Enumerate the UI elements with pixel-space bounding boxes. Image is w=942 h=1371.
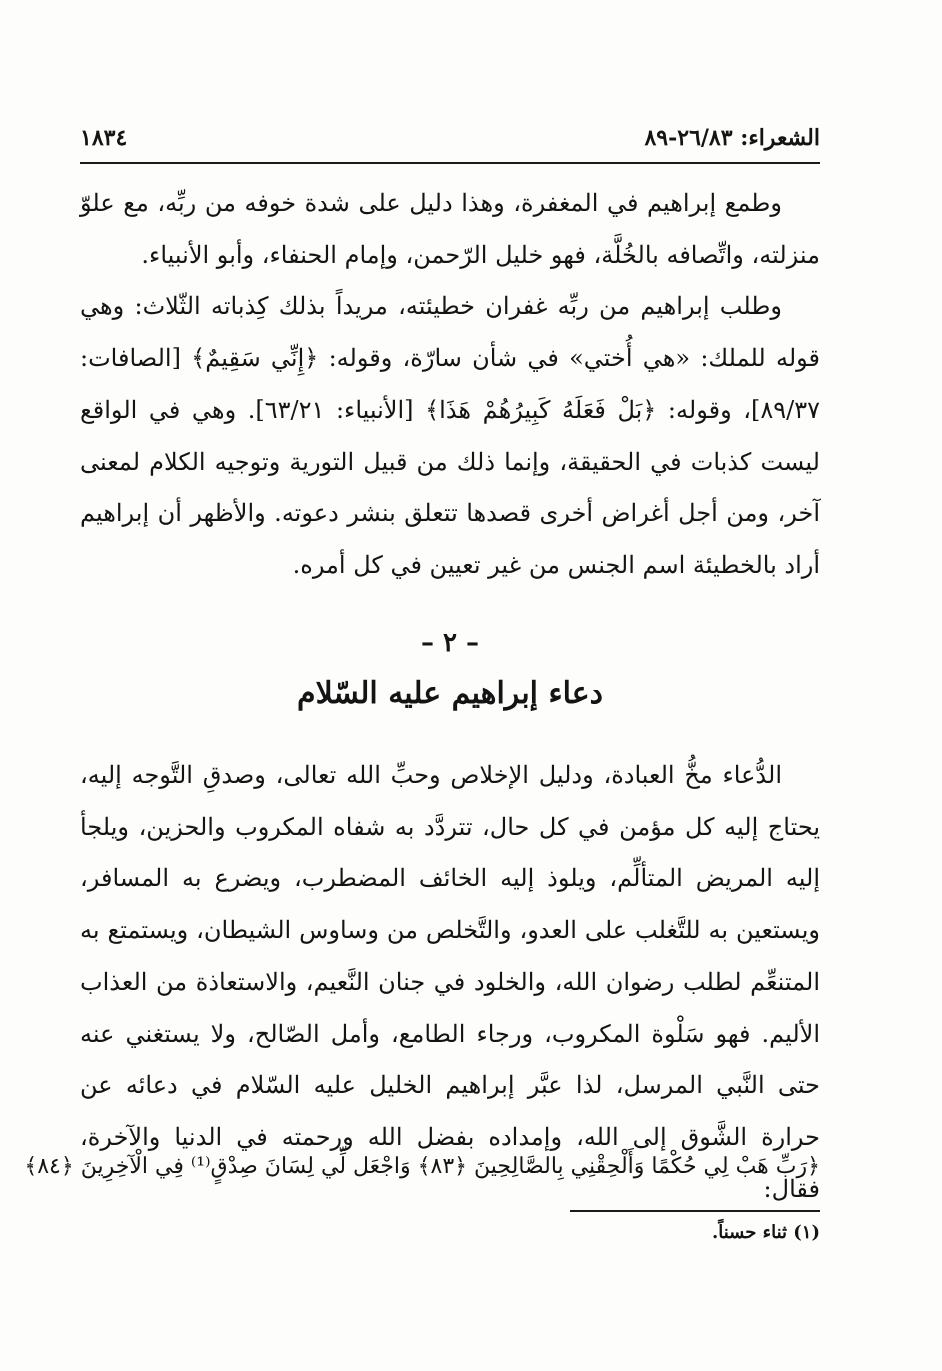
quran-verse: ﴿رَبِّ هَبْ لِي حُكْمًا وَأَلْحِقْنِي بِالصَّالِحِينَ ﴿٨٣﴾ وَاجْعَل لِّي لِسَانَ صِدْقٍ⁽¹⁾ فِي الْآخِرِينَ ﴿٨٤﴾ (24, 1154, 820, 1179)
running-header (80, 118, 820, 158)
commentary-section-1 (80, 178, 820, 592)
page-number: ١٨٣٤ (80, 125, 128, 151)
section-title: دعاء إبراهيم عليه السّلام (297, 676, 603, 711)
paragraph: وطلب إبراهيم من ربِّه غفران خطيئته، مريداً بذلك كِذباته الثّلاث: وهي قوله للملك: «هي أُختي» في شأن سارّة، وقوله: ﴿إِنِّي سَقِيمٌ﴾ [الصافات: ٨٩/٣٧]، وقوله: ﴿بَلْ فَعَلَهُ كَبِيرُهُمْ هَذَا﴾ [الأنبياء: ٦٣/٢١]. وهي في الواقع ليست كذبات في الحقيقة، وإنما ذلك من قبيل التورية وتوجيه الكلام لمعنى آخر، ومن أجل أغراض أخرى قصدها تتعلق بنشر دعوته. والأظهر أن إبراهيم أراد بالخطيئة اسم الجنس من غير تعيين في كل أمره. (80, 292, 820, 579)
chapter-reference: الشعراء: ٢٦/٨٣-٨٩ (644, 125, 820, 151)
header-divider (80, 162, 820, 164)
footnote-divider (570, 1210, 820, 1212)
footnote: (١) ثناء حسناً. (711, 1222, 820, 1243)
paragraph: الدُّعاء مخُّ العبادة، ودليل الإخلاص وحبِّ الله تعالى، وصدقِ التَّوجه إليه، يحتاج إليه كل مؤمن في كل حال، تتردَّد به شفاه المكروب والحزين، ويلجأ إليه المريض المتألِّم، ويلوذ إليه الخائف المضطرب، ويضرع به المسافر، ويستعين به للتَّغلب على العدو، والتَّخلص من وساوس الشيطان، ويستمتع به المتنعِّم لطلب رضوان الله، والخلود في جنان النَّعيم، والاستعاذة من العذاب الأليم. فهو سَلْوة المكروب، ورجاء الطامع، وأمل الصّالح، ولا يستغني عنه حتى النَّبي المرسل، لذا عبَّر إبراهيم الخليل عليه السّلام في دعائه عن حرارة الشَّوق إلى الله، وإمداده بفضل الله ورحمته في الدنيا والآخرة، فقال: (80, 761, 820, 1203)
section-number: – ٢ – (420, 628, 480, 658)
paragraph: وطمع إبراهيم في المغفرة، وهذا دليل على شدة خوفه من ربِّه، مع علوّ منزلته، واتِّصافه بالخُلَّة، فهو خليل الرّحمن، وإمام الحنفاء، وأبو الأنبياء. (80, 189, 820, 269)
